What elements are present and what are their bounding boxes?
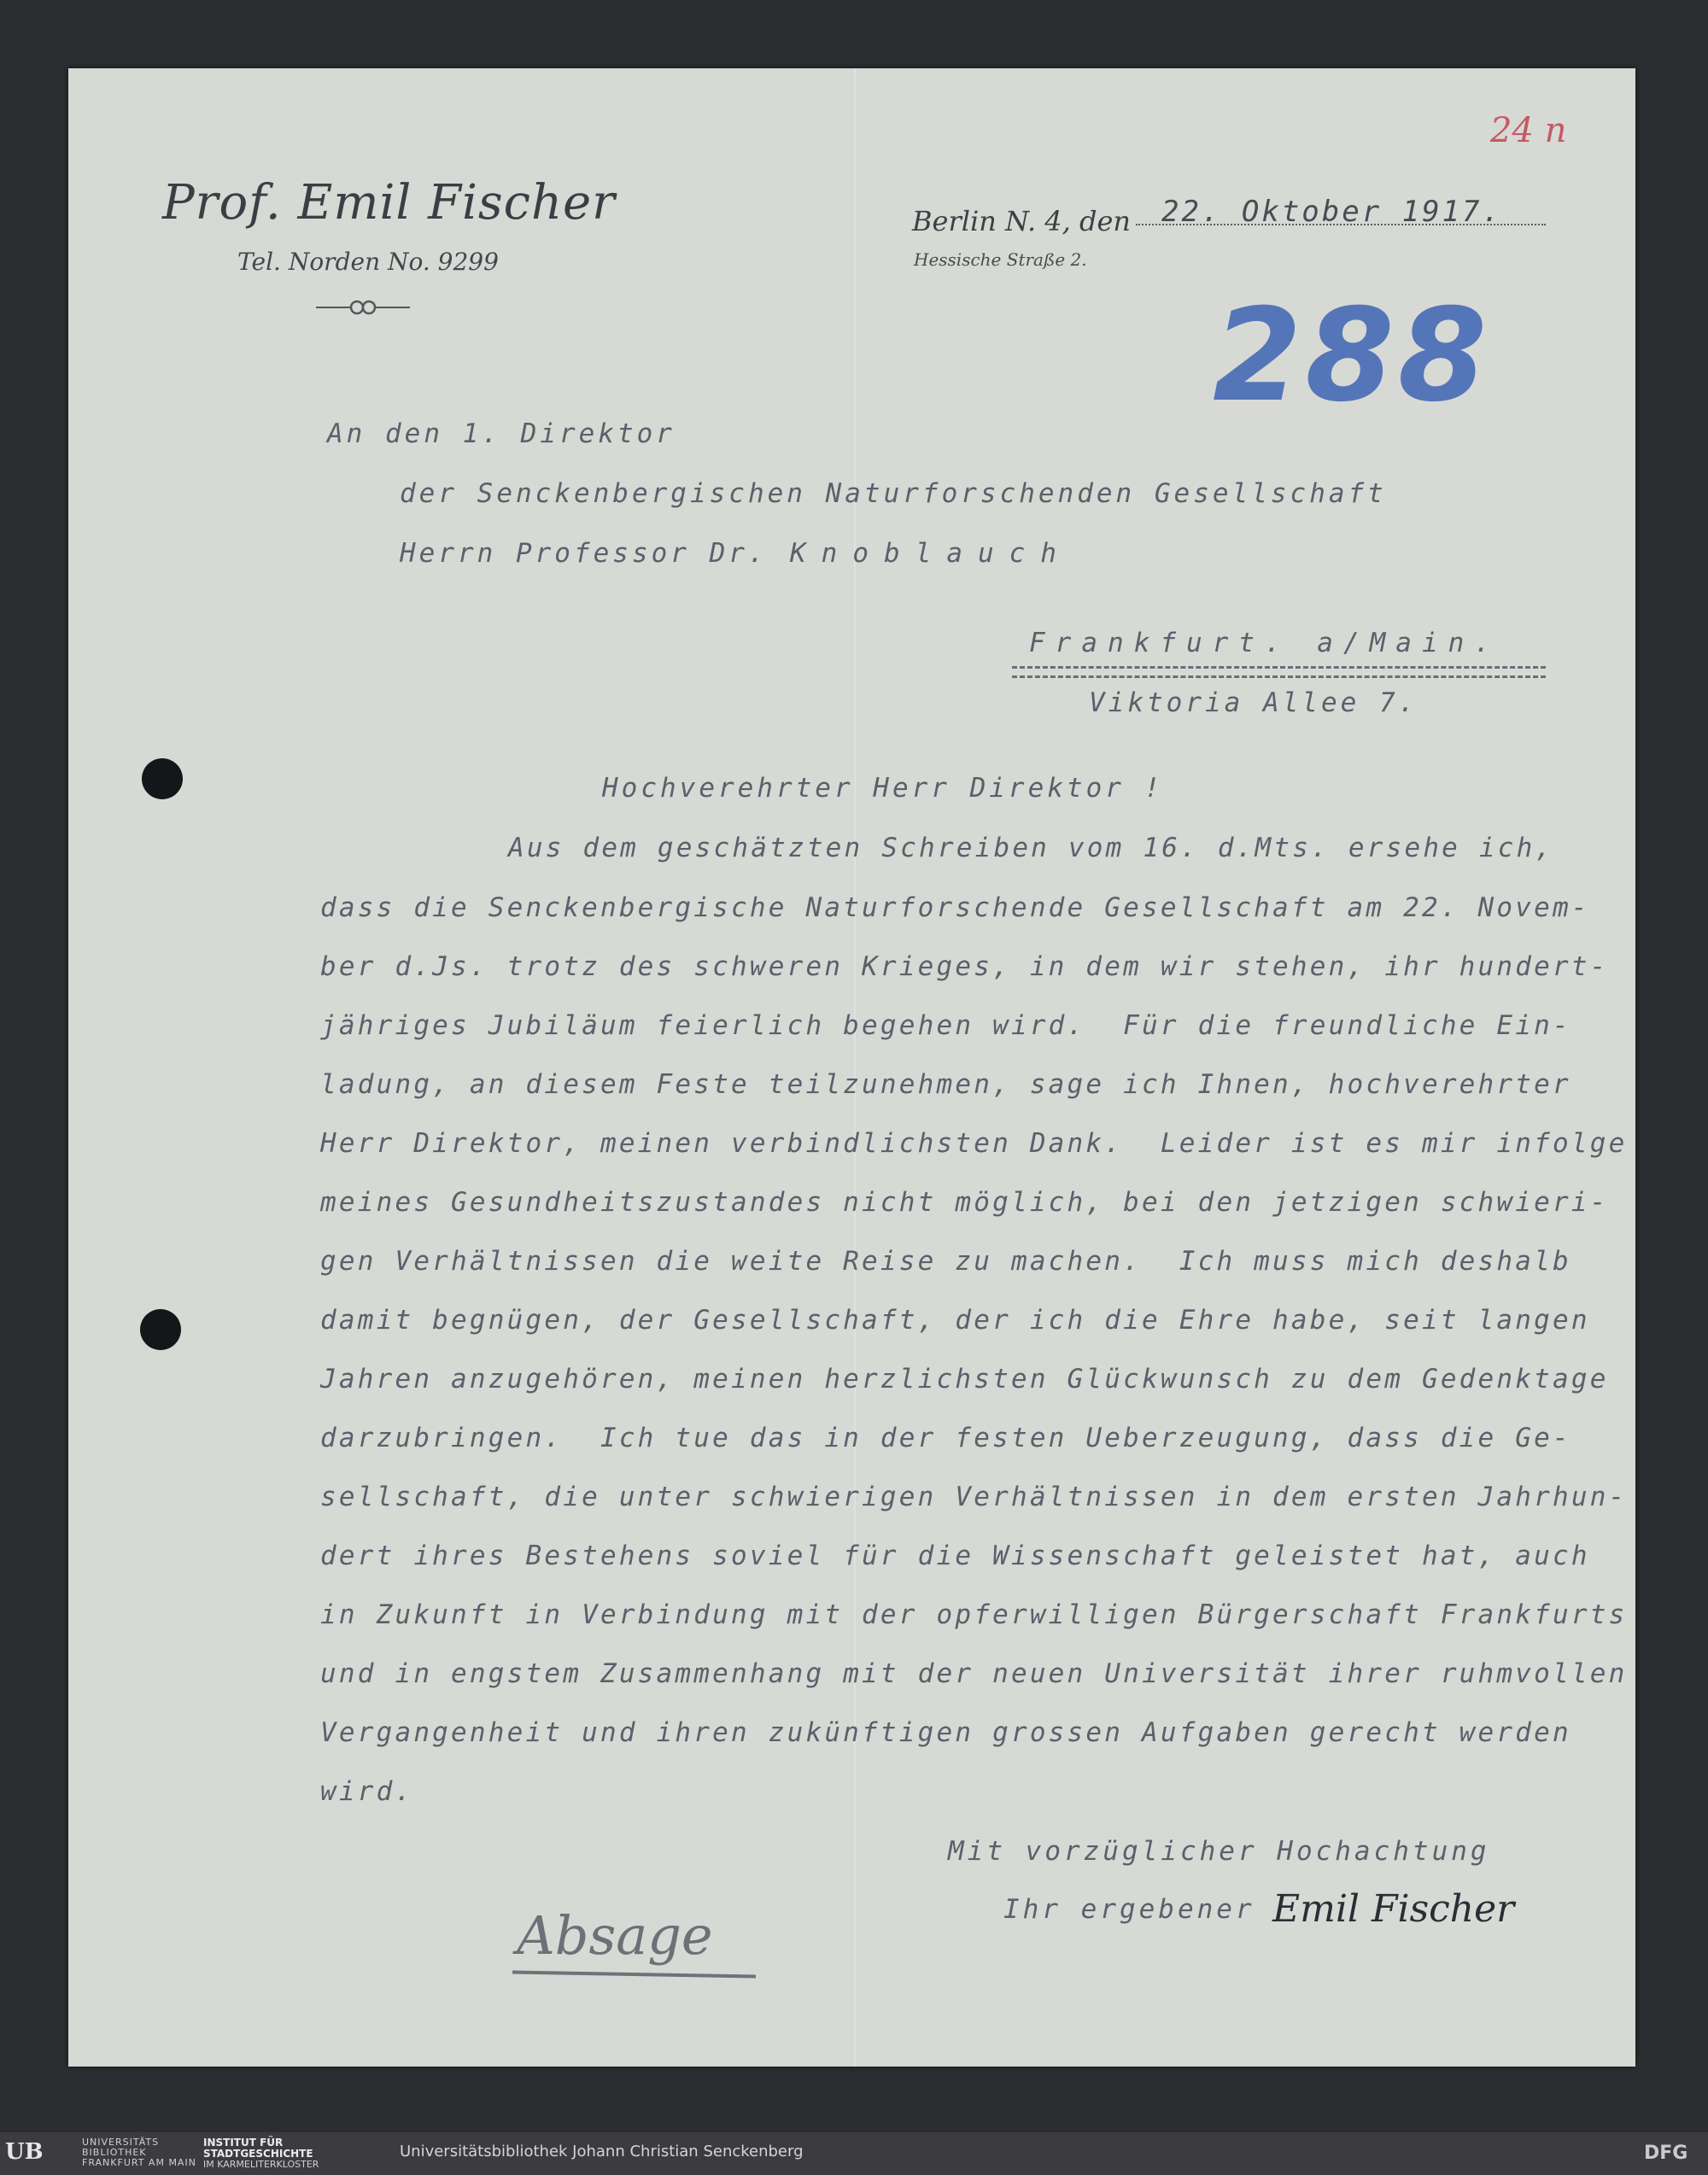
punch-hole-bottom — [140, 1309, 181, 1350]
archive-number-blue: 288 — [1213, 282, 1491, 430]
archive-footer-bar — [0, 2132, 1708, 2175]
archive-folio-red: 24 n — [1490, 111, 1567, 150]
letterhead-telephone: Tel. Norden No. 9299 — [237, 248, 499, 276]
recipient-line-1: An den 1. Direktor — [327, 418, 676, 449]
city-double-underline — [1012, 666, 1546, 678]
dfg-logo: DFG — [1644, 2143, 1688, 2164]
recipient-street: Viktoria Allee 7. — [1089, 687, 1418, 718]
body-line-10: Jahren anzugehören, meinen herzlichsten Glückwunsch zu dem Gedenktage — [320, 1364, 1609, 1394]
letter-date: 22. Oktober 1917. — [1161, 195, 1502, 229]
recipient-line-2: der Senckenbergischen Naturforschenden Gesellschaft — [400, 478, 1387, 509]
body-line-2: dass die Senckenbergische Naturforschende Gesellschaft am 22. Novem- — [320, 892, 1590, 923]
closing-line-1: Mit vorzüglicher Hochachtung — [948, 1836, 1490, 1867]
punch-hole-top — [142, 758, 183, 799]
recipient-name: Knoblauch — [790, 538, 1072, 569]
footer-library-name: Universitätsbibliothek Johann Christian Senckenberg — [400, 2143, 804, 2160]
body-line-17: wird. — [320, 1776, 414, 1807]
body-line-12: sellschaft, die unter schwierigen Verhältnissen in dem ersten Jahrhun- — [320, 1482, 1628, 1512]
body-line-4: jähriges Jubiläum feierlich begehen wird. Für die freundliche Ein- — [320, 1010, 1571, 1041]
ub-subtitle: UNIVERSITÄTS BIBLIOTHEK FRANKFURT AM MAIN — [82, 2137, 196, 2168]
recipient-line-3: Herrn Professor Dr. — [400, 538, 768, 569]
body-line-3: ber d.Js. trotz des schweren Krieges, in dem wir stehen, ihr hundert- — [320, 951, 1609, 982]
salutation: Hochverehrter Herr Direktor ! — [602, 773, 1164, 804]
paper-fold — [854, 68, 856, 2067]
ub-logo: UB — [5, 2139, 44, 2165]
body-line-16: Vergangenheit und ihren zukünftigen grossen Aufgaben gerecht werden — [320, 1717, 1571, 1748]
recipient-city: Frankfurt. a/Main. — [1029, 628, 1500, 658]
body-line-11: darzubringen. Ich tue das in der festen Ueberzeugung, dass die Ge- — [320, 1423, 1571, 1453]
body-line-14: in Zukunft in Verbindung mit der opferwilligen Bürgerschaft Frankfurts — [320, 1599, 1628, 1630]
letterhead-place: Berlin N. 4, den — [912, 205, 1132, 237]
body-line-9: damit begnügen, der Gesellschaft, der ich die Ehre habe, seit langen — [320, 1305, 1590, 1336]
letterhead-name: Prof. Emil Fischer — [162, 175, 616, 231]
body-line-1: Aus dem geschätzten Schreiben vom 16. d.Mts. ersehe ich, — [508, 833, 1554, 863]
body-line-5: ladung, an diesem Feste teilzunehmen, sage ich Ihnen, hochverehrter — [320, 1069, 1571, 1100]
body-line-15: und in engstem Zusammenhang mit der neuen Universität ihrer ruhmvollen — [320, 1658, 1628, 1689]
institute-logo-text: INSTITUT FÜR STADTGESCHICHTE IM KARMELITERKLOSTER — [203, 2137, 319, 2170]
letterhead-street: Hessische Straße 2. — [914, 249, 1087, 270]
body-line-13: dert ihres Bestehens soviel für die Wissenschaft geleistet hat, auch — [320, 1541, 1590, 1571]
closing-line-2: Ihr ergebener — [1003, 1894, 1255, 1925]
pencil-note: Absage — [517, 1904, 713, 1967]
handwritten-signature: Emil Fischer — [1272, 1887, 1515, 1931]
body-line-7: meines Gesundheitszustandes nicht möglich, bei den jetzigen schwieri- — [320, 1187, 1609, 1218]
body-line-6: Herr Direktor, meinen verbindlichsten Dank. Leider ist es mir infolge — [320, 1128, 1628, 1159]
body-line-8: gen Verhältnissen die weite Reise zu machen. Ich muss mich deshalb — [320, 1246, 1571, 1277]
letterhead-ornament — [316, 295, 410, 320]
